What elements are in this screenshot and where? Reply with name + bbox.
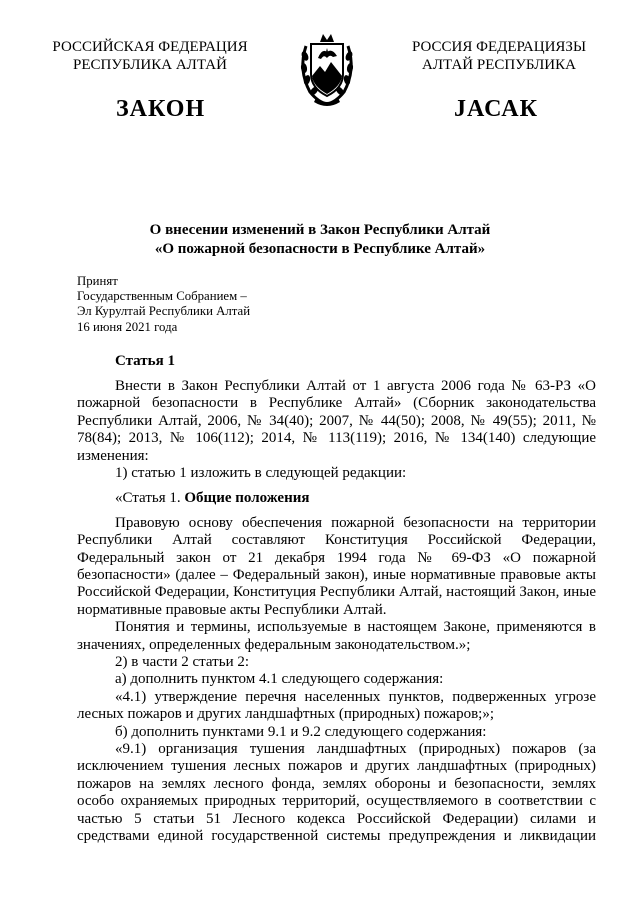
article-1-prefix: «Статья 1. [115, 489, 185, 506]
paragraph-10: «9.1) организация тушения ландшафтных (природных) пожаров (за исключением тушения лесных пожаров и других ландшафтных (природных) пожаров на землях лесного фонда, землях обороны и безопасности, землях особо охраняемых природных территорий, осуществляемого в соответствии с частью 5 статьи 51 Лесного кодекса Российской Федерации) силами и средствами единой государственной системы предупреждения и ликвидации [77, 741, 596, 845]
header-country-alt: РОССИЯ ФЕДЕРАЦИЯЗЫ [411, 39, 587, 55]
paragraph-9: б) дополнить пунктами 9.1 и 9.2 следующего содержания: [115, 723, 487, 740]
header-left-block [40, 38, 260, 74]
document-body [77, 353, 596, 845]
coat-of-arms-icon [296, 26, 358, 108]
adopted-line-2: Государственным Собранием – [77, 289, 247, 304]
paragraph-2: 1) статью 1 изложить в следующей редакции: [115, 464, 407, 481]
law-title-ru: ЗАКОН [116, 96, 206, 122]
adopted-line-3: Эл Курултай Республики Алтай [77, 304, 251, 319]
paragraph-1: Внести в Закон Республики Алтай от 1 августа 2006 года № 63-РЗ «О пожарной безопасности в Республике Алтай» (Сборник законодательства Республики Алтай, 2006, № 34(40); 2007, № 44(50); 2008, № 49(55); 2011, № 78(84); 2013, № 106(112); 2014, № 113(119); 2016, № 134(140) следующие изменения: [77, 377, 596, 464]
adopted-line-1: Принят [77, 274, 118, 288]
document-heading [0, 221, 640, 259]
paragraph-7: а) дополнить пунктом 4.1 следующего содержания: [115, 671, 444, 688]
paragraph-6: 2) в части 2 статьи 2: [115, 654, 250, 670]
law-title-alt: ЈАСАК [454, 96, 539, 122]
header-right-block [388, 38, 610, 74]
paragraph-4: Правовую основу обеспечения пожарной безопасности на территории Республики Алтай составляют Конституция Российской Федерации, Федеральный закон от 21 декабря 1994 года № 69-ФЗ «О пожарной безопасности» (далее – Федеральный закон), иные нормативные правовые акты Российской Федерации, Конституция Республики Алтай, настоящий Закон, иные нормативные правовые акты Республики Алтай. [77, 514, 596, 618]
article-title: Статья 1 [115, 353, 175, 369]
header-country-ru: РОССИЙСКАЯ ФЕДЕРАЦИЯ [52, 39, 248, 55]
paragraph-5: Понятия и термины, используемые в настоящем Законе, применяются в значениях, определенных федеральным законодательством.»; [77, 619, 596, 653]
adopted-date: 16 июня 2021 года [77, 319, 178, 334]
article-1-title: Общие положения [184, 489, 310, 506]
paragraph-3 [77, 490, 596, 507]
heading-line-1: О внесении изменений в Закон Республики Алтай [149, 222, 491, 238]
heading-line-2: «О пожарной безопасности в Республике Алтай» [154, 241, 486, 257]
header-republic-alt: АЛТАЙ РЕСПУБЛИКА [422, 57, 576, 73]
paragraph-8: «4.1) утверждение перечня населенных пунктов, подверженных угрозе лесных пожаров и других ландшафтных (природных) пожаров;»; [77, 688, 596, 723]
header-republic-ru: РЕСПУБЛИКА АЛТАЙ [73, 57, 227, 73]
adoption-note [77, 274, 250, 335]
